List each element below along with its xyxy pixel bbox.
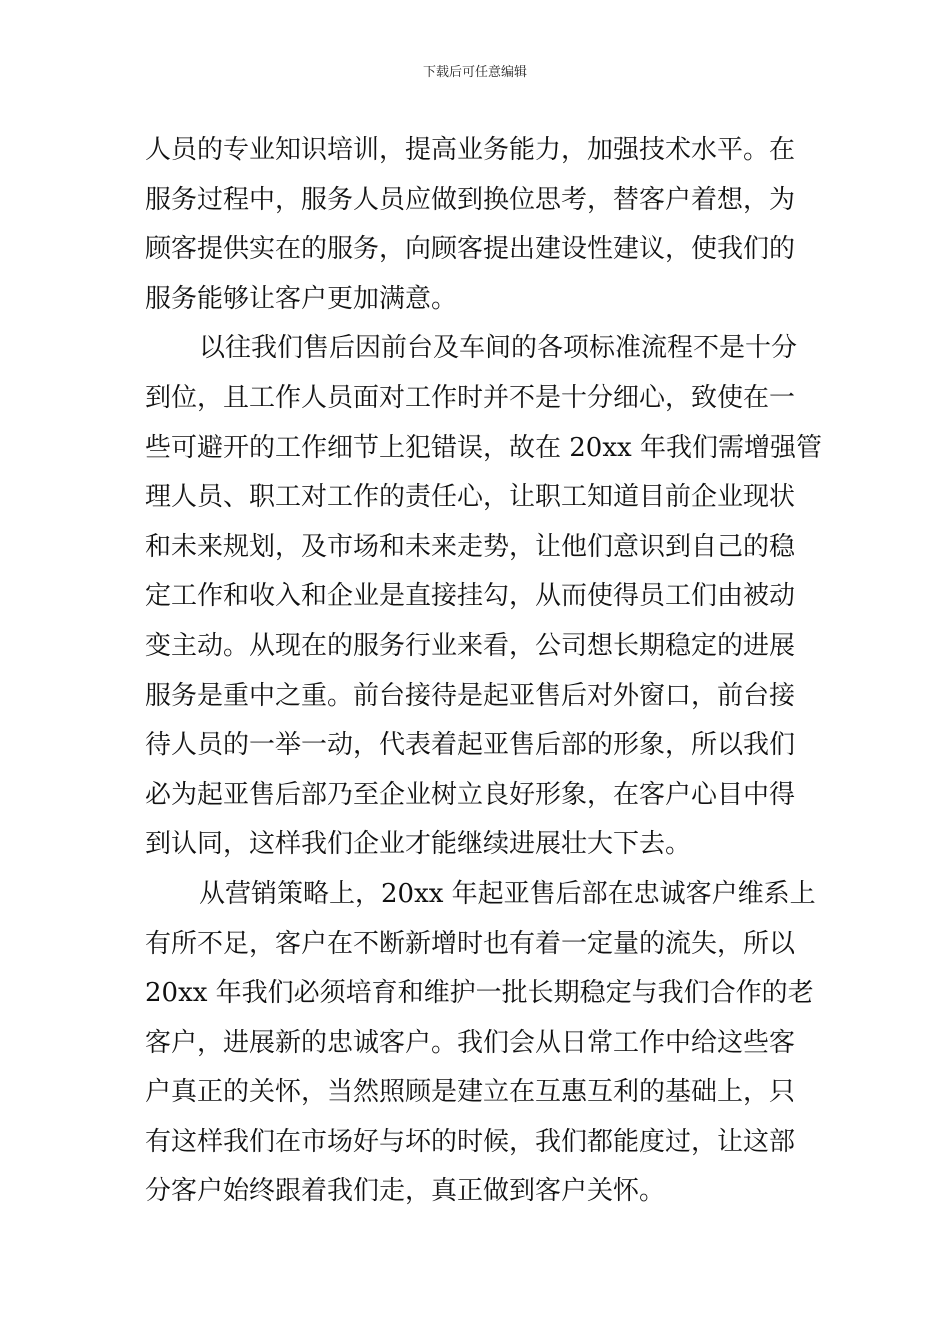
text-line: 以往我们售后因前台及车间的各项标准流程不是十分 — [199, 333, 798, 364]
paragraph-2 — [145, 324, 822, 870]
text-line: 服务能够让客户更加满意。 — [145, 283, 458, 314]
text-line: 人员的专业知识培训，提高业务能力，加强技术水平。在 — [145, 135, 796, 165]
text-line: 分客户始终跟着我们走，真正做到客户关怀。 — [145, 1176, 666, 1207]
text-line: 服务过程中，服务人员应做到换位思考，替客户着想，为 — [145, 184, 796, 215]
text-line: 些可避开的工作细节上犯错误，故在 20xx 年我们需增强管 — [145, 432, 822, 463]
text-line: 理人员、职工对工作的责任心，让职工知道目前企业现状 — [145, 482, 796, 513]
text-line: 到认同，这样我们企业才能继续进展壮大下去。 — [145, 829, 692, 860]
text-line: 顾客提供实在的服务，向顾客提出建设性建议，使我们的 — [145, 234, 796, 265]
text-line: 户真正的关怀，当然照顾是建立在互惠互利的基础上，只 — [145, 1077, 796, 1108]
text-line: 定工作和收入和企业是直接挂勾，从而使得员工们由被动 — [145, 581, 796, 612]
text-line: 变主动。从现在的服务行业来看，公司想长期稳定的进展 — [145, 630, 796, 661]
paragraph-1 — [145, 126, 811, 324]
text-line: 必为起亚售后部乃至企业树立良好形象，在客户心目中得 — [145, 779, 796, 810]
text-line: 20xx 年我们必须培育和维护一批长期稳定与我们合作的老 — [145, 978, 814, 1009]
text-line: 服务是重中之重。前台接待是起亚售后对外窗口，前台接 — [145, 680, 796, 711]
text-line: 待人员的一举一动，代表着起亚售后部的形象，所以我们 — [145, 730, 796, 761]
page-header: 下载后可任意编辑 — [422, 65, 527, 80]
text-line: 有这样我们在市场好与坏的时候，我们都能度过，让这部 — [145, 1126, 796, 1157]
text-line: 从营销策略上，20xx 年起亚售后部在忠诚客户维系上 — [199, 878, 816, 909]
paragraph-3 — [145, 870, 816, 1217]
text-line: 有所不足，客户在不断新增时也有着一定量的流失，所以 — [145, 928, 796, 959]
text-line: 和未来规划，及市场和未来走势，让他们意识到自己的稳 — [145, 531, 796, 562]
text-line: 客户，进展新的忠诚客户。我们会从日常工作中给这些客 — [145, 1027, 796, 1058]
document-body — [145, 126, 822, 1217]
text-line: 到位，且工作人员面对工作时并不是十分细心，致使在一 — [145, 382, 796, 413]
